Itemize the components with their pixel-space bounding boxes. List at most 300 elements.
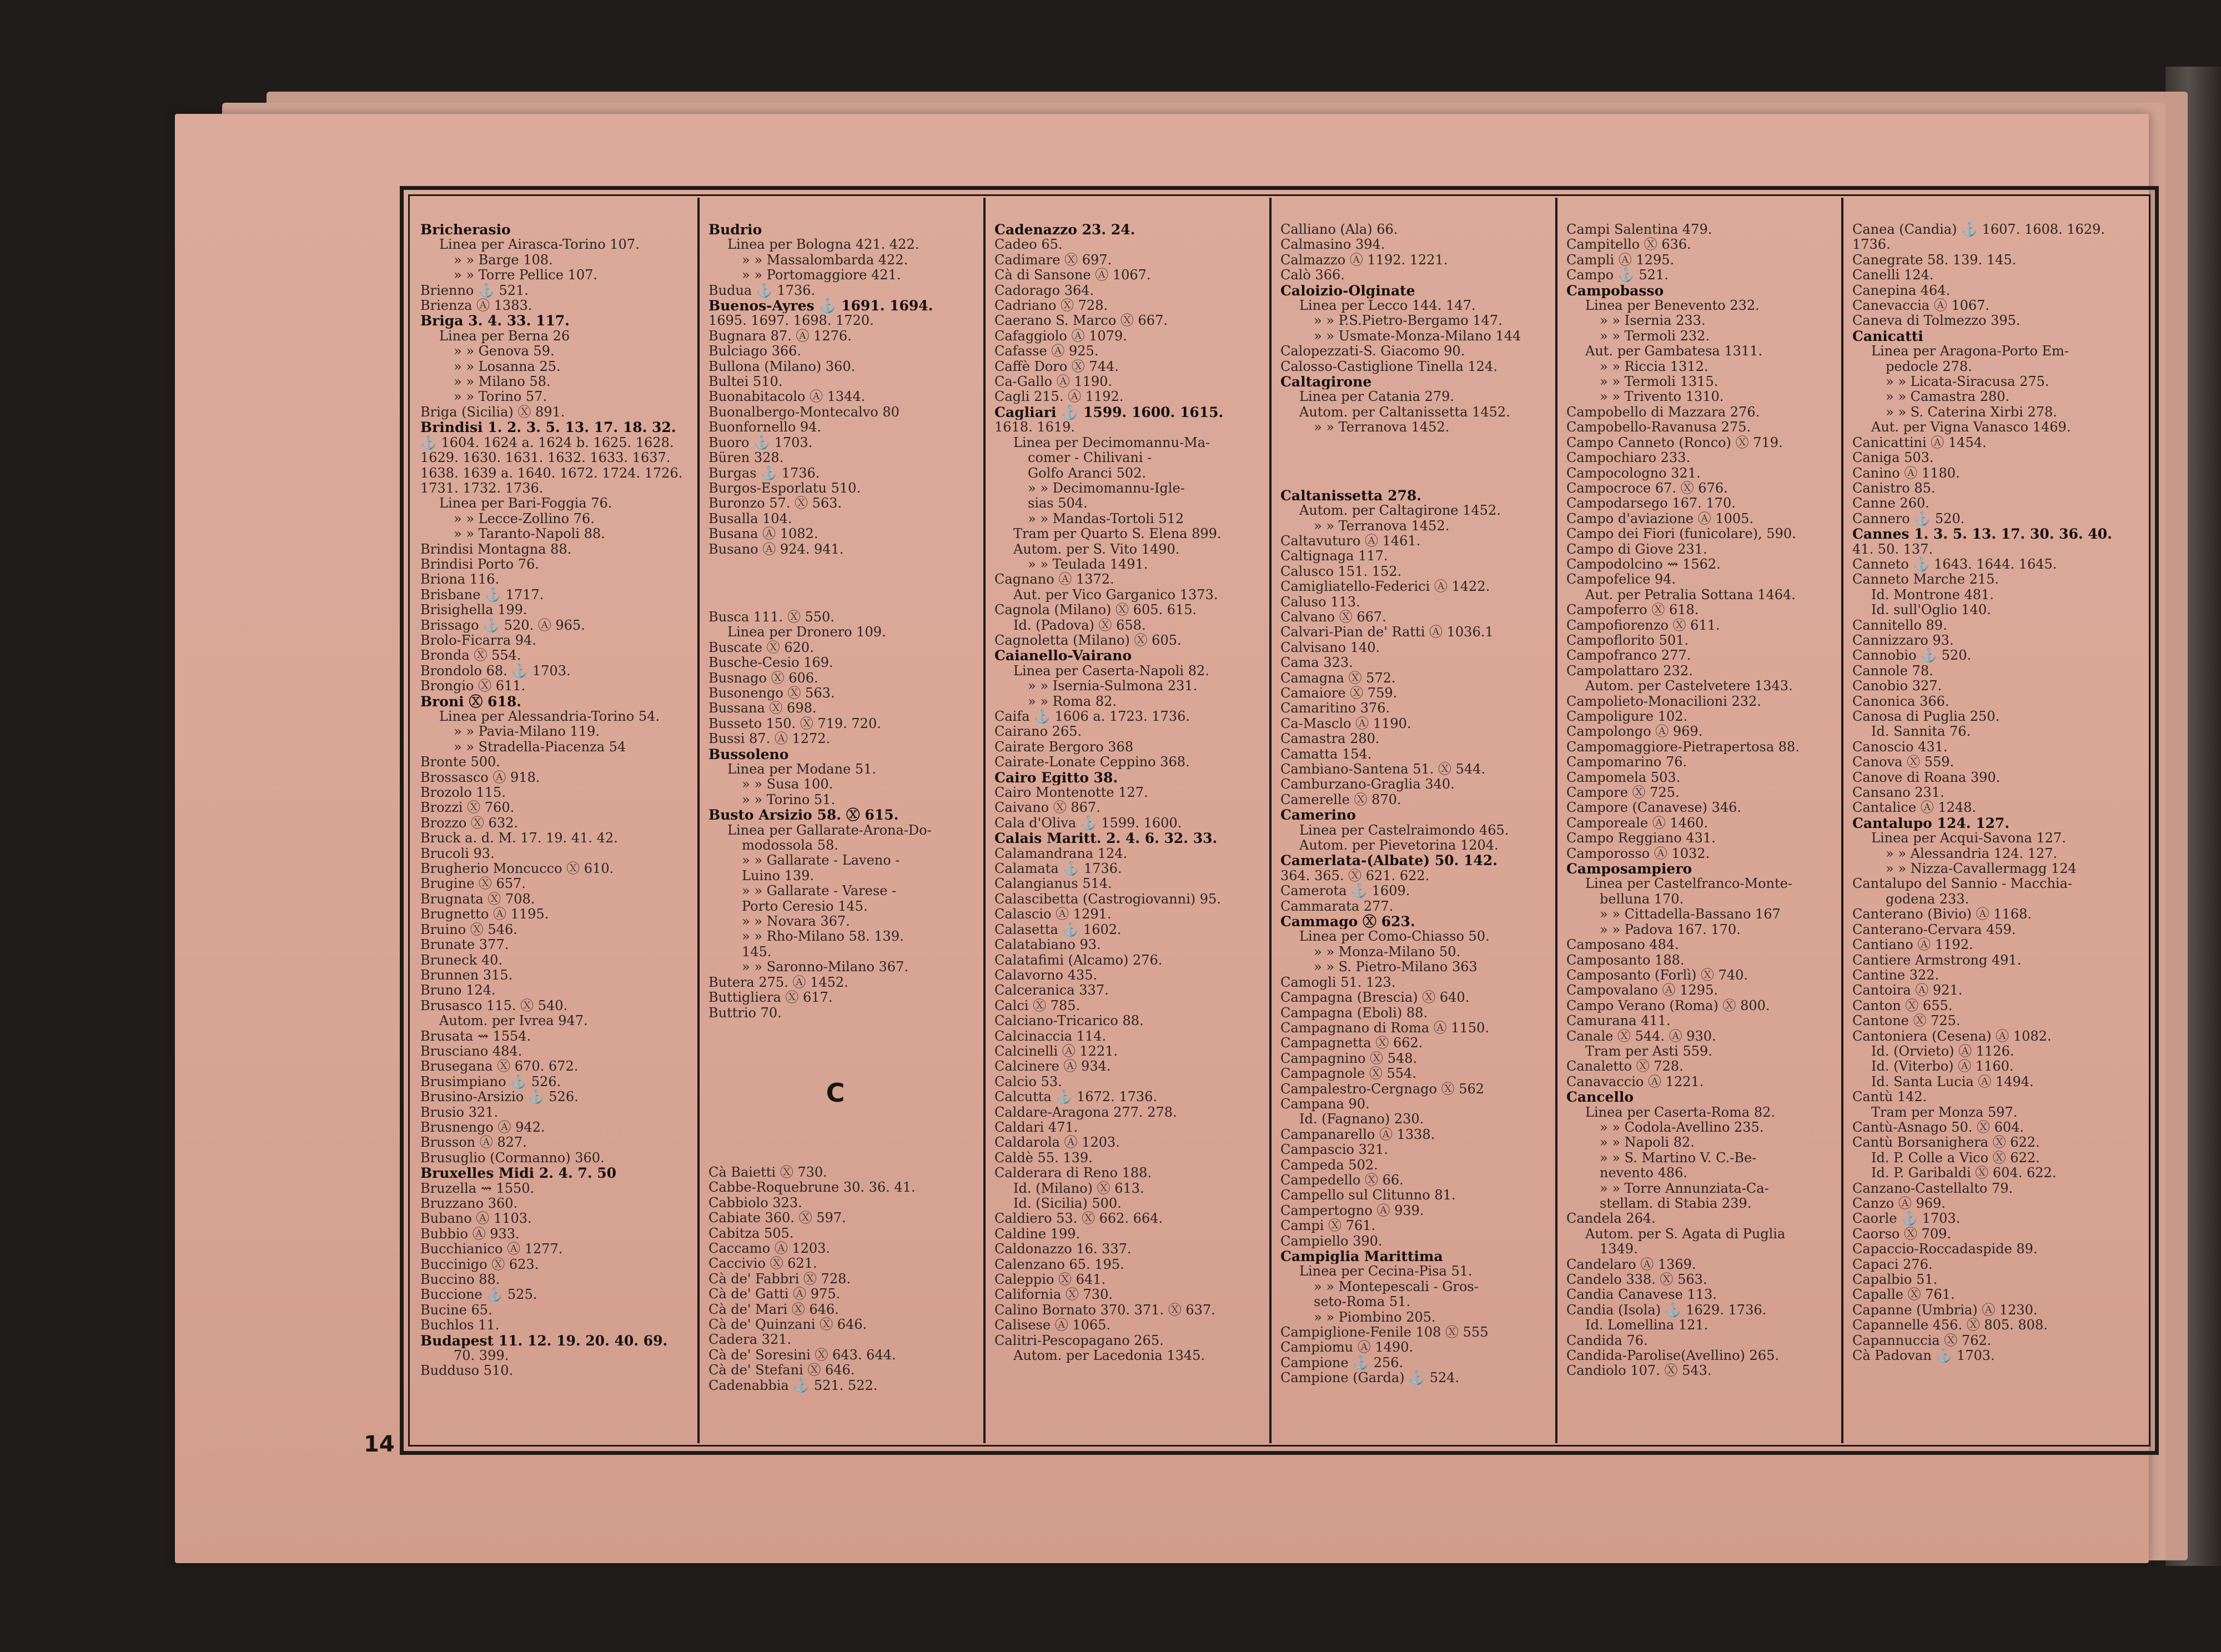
page-number: 14	[364, 1432, 395, 1457]
index-entry-line: Busalla 104.	[708, 511, 792, 526]
index-entry-line: Cabitza 505.	[708, 1226, 794, 1241]
index-entry-line: Cama 323.	[1280, 655, 1353, 671]
index-entry-line: Brozzo Ⓧ 632.	[420, 815, 518, 831]
index-entry-line: Brossasco Ⓐ 918.	[420, 770, 540, 785]
index-entry-line: Aut. per Petralia Sottana 1464.	[1585, 587, 1796, 602]
index-entry-line: Camerelle Ⓧ 870.	[1280, 792, 1401, 807]
index-entry-line: Brugine Ⓧ 657.	[420, 876, 526, 892]
index-entry-line: Calceranica 337.	[994, 983, 1109, 998]
index-entry-line: Canoscio 431.	[1852, 739, 1948, 755]
index-column-3	[983, 198, 1264, 1443]
index-entry-line: Campomaggiore-Pietrapertosa 88.	[1566, 739, 1800, 755]
index-entry-line: Capannelle 456. Ⓧ 805. 808.	[1852, 1318, 2048, 1333]
index-entry-heading: Bussoleno	[708, 746, 789, 762]
index-entry-line: Campofiorenzo Ⓧ 611.	[1566, 617, 1720, 633]
index-entry-line: Bruzzano 360.	[420, 1196, 518, 1211]
index-entry-heading: Briga 3. 4. 33. 117.	[420, 313, 570, 329]
index-entry-line: Campofranco 277.	[1566, 648, 1691, 664]
index-entry-line: Busseto 150. Ⓧ 719. 720.	[708, 716, 881, 731]
index-entry-line: Brunate 377.	[420, 937, 509, 953]
index-entry-line: Campolattaro 232.	[1566, 663, 1693, 679]
index-entry-line: Cadriano Ⓧ 728.	[994, 298, 1108, 314]
index-entry-line: Cafasse Ⓐ 925.	[994, 344, 1099, 359]
index-entry-line: Bruino Ⓧ 546.	[420, 922, 517, 937]
index-entry-line: Campione ⚓ 256.	[1280, 1355, 1404, 1370]
index-entry-line: Brindisi Montagna 88.	[420, 541, 572, 557]
index-entry-line: Cantoira Ⓐ 921.	[1852, 983, 1963, 998]
index-entry-line: Campovalano Ⓐ 1295.	[1566, 983, 1718, 998]
index-entry-line: Campodarsego 167. 170.	[1566, 496, 1736, 511]
index-entry-line: Camaritino 376.	[1280, 701, 1390, 716]
index-entry-line: Busca 111. Ⓧ 550.	[708, 609, 835, 625]
index-entry-line: Caldè 55. 139.	[994, 1150, 1093, 1166]
index-entry-line: » » Gallarate - Laveno -	[742, 853, 900, 868]
index-entry-heading: Camerlata-(Albate) 50. 142.	[1280, 853, 1498, 868]
index-entry-line: » » S. Caterina Xirbi 278.	[1886, 404, 2057, 420]
index-entry-heading: Caloizio-Olginate	[1280, 283, 1415, 299]
index-entry-line: Id. (Viterbo) Ⓐ 1160.	[1871, 1059, 2014, 1074]
index-entry-line: Tram per Asti 559.	[1585, 1043, 1712, 1059]
index-entry-line: Camatta 154.	[1280, 746, 1372, 762]
index-entry-line: Calderara di Reno 188.	[994, 1166, 1152, 1181]
index-entry-line: » » Taranto-Napoli 88.	[454, 526, 605, 542]
index-entry-line: Campodolcino ⇝ 1562.	[1566, 556, 1721, 572]
index-entry-line: Capalbio 51.	[1852, 1272, 1938, 1288]
index-entry-line: Campobello-Ravanusa 275.	[1566, 420, 1751, 435]
index-entry-line: Autom. per S. Agata di Puglia	[1585, 1226, 1786, 1242]
index-entry-line: Cantiano Ⓐ 1192.	[1852, 937, 1973, 953]
index-entry-line: Campo dei Fiori (funicolare), 590.	[1566, 526, 1796, 542]
index-entry-line: Cà de' Stefani Ⓧ 646.	[708, 1363, 855, 1378]
index-entry-line: Calatabiano 93.	[994, 937, 1101, 953]
index-entry-line: Campobello di Mazzara 276.	[1566, 404, 1760, 420]
index-entry-line: 364. 365. Ⓧ 621. 622.	[1280, 868, 1430, 883]
index-entry-line: Cannobio ⚓ 520.	[1852, 648, 1972, 664]
index-entry-line: Porto Ceresio 145.	[742, 898, 868, 914]
index-entry-line: Linea per Caserta-Roma 82.	[1585, 1104, 1775, 1120]
index-entry-line: Autom. per Lacedonia 1345.	[1013, 1348, 1205, 1364]
index-entry-line: Canea (Candia) ⚓ 1607. 1608. 1629.	[1852, 222, 2105, 237]
index-entry-line: Butera 275. Ⓐ 1452.	[708, 975, 848, 990]
index-entry-line: Bruzella ⇝ 1550.	[420, 1181, 535, 1196]
index-entry-line: Brusnengo Ⓐ 942.	[420, 1119, 545, 1135]
index-entry-line: Brugnata Ⓧ 708.	[420, 891, 535, 907]
index-entry-line: Camposano 484.	[1566, 937, 1679, 953]
index-entry-line: » » Susa 100.	[742, 777, 833, 792]
index-entry-line: Canevaccia Ⓐ 1067.	[1852, 298, 1990, 314]
index-entry-line: Brunnen 315.	[420, 967, 513, 983]
index-entry-line: Camogli 51. 123.	[1280, 975, 1396, 990]
index-entry-line: » » Termoli 1315.	[1600, 374, 1718, 390]
index-entry-line: Buccinigo Ⓧ 623.	[420, 1257, 539, 1272]
index-entry-line: Camporosso Ⓐ 1032.	[1566, 846, 1710, 861]
index-entry-line: Brissago ⚓ 520. Ⓐ 965.	[420, 617, 585, 633]
index-entry-line: Camporeale Ⓐ 1460.	[1566, 815, 1709, 831]
index-entry-line: Candiolo 107. Ⓧ 543.	[1566, 1363, 1712, 1379]
index-entry-line: Bruneck 40.	[420, 952, 503, 968]
index-entry-line: Autom. per Caltagirone 1452.	[1299, 503, 1501, 519]
index-entry-line: » » Termoli 232.	[1600, 328, 1710, 344]
index-entry-line: Linea per Berna 26	[439, 328, 570, 344]
index-entry-line: Id. sull'Oglio 140.	[1871, 602, 1991, 618]
index-entry-line: Canzano-Castellalto 79.	[1852, 1181, 2013, 1196]
index-entry-line: Caldari 471.	[994, 1119, 1078, 1135]
index-entry-line: Candida-Parolise(Avellino) 265.	[1566, 1348, 1779, 1364]
index-entry-line: Budduso 510.	[420, 1363, 514, 1379]
index-entry-heading: Cadenazzo 23. 24.	[994, 222, 1135, 238]
index-column-1	[411, 198, 692, 1443]
index-entry-line: Caneva di Tolmezzo 395.	[1852, 313, 2021, 329]
column-gap	[708, 1112, 973, 1165]
index-entry-line: Brusata ⇝ 1554.	[420, 1028, 531, 1044]
index-entry-line: Calvano Ⓧ 667.	[1280, 609, 1386, 625]
index-entry-line: Caerano S. Marco Ⓧ 667.	[994, 313, 1168, 329]
index-entry-line: Id. (Orvieto) Ⓐ 1126.	[1871, 1043, 2014, 1059]
index-entry-line: » » Novara 367.	[742, 914, 850, 930]
index-entry-line: Burgas ⚓ 1736.	[708, 465, 820, 481]
index-entry-line: Camerota ⚓ 1609.	[1280, 883, 1410, 899]
index-entry-line: Cansano 231.	[1852, 785, 1944, 801]
index-entry-line: Cambiano-Santena 51. Ⓧ 544.	[1280, 762, 1486, 777]
index-entry-heading: Cairo Egitto 38.	[994, 770, 1118, 786]
index-entry-line: Canosa di Puglia 250.	[1852, 709, 2000, 724]
index-entry-line: Luino 139.	[742, 868, 815, 883]
index-entry-line: Calascibetta (Castrogiovanni) 95.	[994, 891, 1221, 907]
index-entry-heading: Caltagirone	[1280, 374, 1372, 390]
index-entry-line: Cà de' Mari Ⓧ 646.	[708, 1302, 839, 1317]
index-entry-line: » » Pavia-Milano 119.	[454, 724, 600, 740]
index-entry-line: » » Nizza-Cavallermagg 124	[1886, 861, 2077, 877]
index-entry-line: Canale Ⓧ 544. Ⓐ 930.	[1566, 1028, 1716, 1044]
index-entry-line: Cammarata 277.	[1280, 898, 1394, 914]
index-entry-line: 1736.	[1852, 237, 1891, 253]
index-entry-line: Campalestro-Cergnago Ⓧ 562	[1280, 1081, 1485, 1097]
index-entry-line: Caluso 113.	[1280, 594, 1360, 610]
index-entry-line: 70. 399.	[454, 1348, 509, 1364]
index-entry-line: Buonalbergo-Montecalvo 80	[708, 404, 900, 420]
index-entry-heading: Brindisi 1. 2. 3. 5. 13. 17. 18. 32.	[420, 420, 676, 435]
index-entry-line: Cannole 78.	[1852, 663, 1933, 679]
index-entry-line: Cannizzaro 93.	[1852, 632, 1954, 648]
index-entry-line: Calusco 151. 152.	[1280, 564, 1402, 579]
index-entry-line: Campeda 502.	[1280, 1157, 1378, 1173]
index-entry-line: Camburzano-Graglia 340.	[1280, 777, 1455, 792]
index-entry-line: Campagna (Brescia) Ⓧ 640.	[1280, 990, 1470, 1006]
index-entry-line: Cà de' Fabbri Ⓧ 728.	[708, 1271, 851, 1287]
index-entry-line: Autom. per Castelvetere 1343.	[1585, 679, 1793, 694]
index-entry-line: pedocle 278.	[1886, 359, 1972, 374]
index-entry-line: Linea per Bologna 421. 422.	[727, 237, 919, 253]
index-entry-line: Golfo Aranci 502.	[1028, 465, 1147, 481]
index-entry-line: 1629. 1630. 1631. 1632. 1633. 1637.	[420, 450, 671, 466]
index-entry-line: nevento 486.	[1600, 1166, 1688, 1181]
index-entry-line: Linea per Como-Chiasso 50.	[1299, 929, 1490, 945]
index-entry-line: Busonengo Ⓧ 563.	[708, 685, 835, 701]
index-entry-line: Busche-Cesio 169.	[708, 655, 833, 671]
index-entry-line: Canobio 327.	[1852, 679, 1942, 694]
index-entry-line: Id. Sannita 76.	[1871, 724, 1971, 740]
index-entry-line: Capannuccia Ⓧ 762.	[1852, 1333, 1992, 1348]
index-entry-line: » » Genova 59.	[454, 344, 555, 359]
index-entry-line: » » S. Pietro-Milano 363	[1314, 960, 1478, 975]
index-entry-line: Aut. per Vigna Vanasco 1469.	[1871, 420, 2071, 435]
index-entry-line: Campofelice 94.	[1566, 572, 1676, 588]
index-entry-heading: Canicatti	[1852, 328, 1923, 344]
index-entry-line: Buccino 88.	[420, 1272, 500, 1288]
index-entry-line: Buttigliera Ⓧ 617.	[708, 990, 833, 1006]
index-entry-line: Campione (Garda) ⚓ 524.	[1280, 1370, 1460, 1386]
index-entry-line: » » Licata-Siracusa 275.	[1886, 374, 2049, 390]
index-entry-line: » » Alessandria 124. 127.	[1886, 846, 2058, 861]
index-entry-heading: Cagliari ⚓ 1599. 1600. 1615.	[994, 404, 1224, 420]
index-entry-line: Bullona (Milano) 360.	[708, 359, 856, 374]
index-entry-line: Calopezzati-S. Giacomo 90.	[1280, 344, 1465, 359]
index-entry-line: Calvisano 140.	[1280, 640, 1380, 655]
index-entry-line: Camagna Ⓧ 572.	[1280, 670, 1396, 686]
index-entry-line: California Ⓧ 730.	[994, 1287, 1113, 1303]
index-entry-line: Cadeo 65.	[994, 237, 1063, 253]
index-entry-line: Camposanto 188.	[1566, 952, 1685, 968]
index-entry-line: Brusasco 115. Ⓧ 540.	[420, 998, 568, 1013]
index-entry-line: Canneto ⚓ 1643. 1644. 1645.	[1852, 556, 2057, 572]
index-entry-line: Cà de' Soresini Ⓧ 643. 644.	[708, 1347, 896, 1363]
index-entry-line: » » Lecce-Zollino 76.	[454, 511, 595, 526]
index-entry-line: Linea per Castelfranco-Monte-	[1585, 876, 1792, 892]
index-entry-line: Canterano (Bivio) Ⓐ 1168.	[1852, 907, 2032, 922]
index-entry-line: Cà di Sansone Ⓐ 1067.	[994, 268, 1151, 283]
index-entry-line: Caltavuturo Ⓐ 1461.	[1280, 533, 1421, 549]
index-entry-line: Cantine 322.	[1852, 967, 1939, 983]
index-entry-line: Capanne (Umbria) Ⓐ 1230.	[1852, 1302, 2038, 1318]
index-entry-line: Calmasino 394.	[1280, 237, 1385, 253]
index-entry-line: Canepina 464.	[1852, 283, 1951, 298]
index-entry-line: Linea per Dronero 109.	[727, 625, 886, 640]
index-entry-line: Campo Verano (Roma) Ⓧ 800.	[1566, 998, 1770, 1013]
index-entry-line: Cairo Montenotte 127.	[994, 785, 1148, 801]
index-entry-line: Cadenabbia ⚓ 521. 522.	[708, 1378, 878, 1393]
index-entry-line: » » Piombino 205.	[1314, 1309, 1436, 1325]
index-entry-line: Caldonazzo 16. 337.	[994, 1242, 1132, 1257]
index-entry-line: Calitri-Pescopagano 265.	[994, 1333, 1164, 1348]
index-entry-line: ⚓ 1604. 1624 a. 1624 b. 1625. 1628.	[420, 435, 674, 450]
index-entry-line: 1638. 1639 a. 1640. 1672. 1724. 1726.	[420, 465, 683, 481]
index-entry-line: Cairate-Lonate Ceppino 368.	[994, 755, 1190, 770]
index-entry-line: 1349.	[1600, 1242, 1638, 1257]
index-entry-line: modossola 58.	[742, 838, 838, 853]
index-entry-line: Campo Reggiano 431.	[1566, 831, 1716, 846]
index-entry-heading: Camposampiero	[1566, 861, 1692, 877]
index-entry-line: » » Codola-Avellino 235.	[1600, 1119, 1764, 1135]
index-frame	[400, 186, 2159, 1455]
index-entry-line: Brusciano 484.	[420, 1043, 522, 1059]
index-entry-line: Candelo 338. Ⓧ 563.	[1566, 1272, 1707, 1288]
index-entry-line: Bruno 124.	[420, 983, 496, 998]
index-entry-line: Canneto Marche 215.	[1852, 572, 1999, 588]
index-entry-line: 1695. 1697. 1698. 1720.	[708, 313, 874, 329]
index-entry-line: Linea per Alessandria-Torino 54.	[439, 709, 660, 724]
index-entry-line: Bubbio Ⓐ 933.	[420, 1226, 520, 1242]
index-entry-heading: Caianello-Vairano	[994, 648, 1132, 664]
index-entry-line: » » Trivento 1310.	[1600, 389, 1724, 405]
index-entry-line: Cantiere Armstrong 491.	[1852, 952, 2022, 968]
index-entry-line: Id. (Padova) Ⓧ 658.	[1013, 617, 1146, 633]
index-entry-line: » » Massalombarda 422.	[742, 252, 908, 268]
index-entry-line: Calascio Ⓐ 1291.	[994, 907, 1112, 922]
index-entry-line: » » Cittadella-Bassano 167	[1600, 907, 1781, 922]
index-entry-line: Canavaccio Ⓐ 1221.	[1566, 1074, 1704, 1089]
index-entry-line: Id. Santa Lucia Ⓐ 1494.	[1871, 1074, 2034, 1089]
index-entry-line: Caniga 503.	[1852, 450, 1934, 466]
index-entry-line: Caorle ⚓ 1703.	[1852, 1211, 1961, 1227]
index-entry-line: » » Stradella-Piacenza 54	[454, 739, 626, 755]
index-columns	[411, 198, 2147, 1443]
index-entry-line: Aut. per Gambatesa 1311.	[1585, 344, 1763, 359]
index-entry-heading: Cammago Ⓧ 623.	[1280, 914, 1415, 930]
index-entry-line: Buronzo 57. Ⓧ 563.	[708, 496, 842, 511]
index-entry-line: Aut. per Vico Garganico 1373.	[1013, 587, 1218, 602]
index-entry-line: Bruck a. d. M. 17. 19. 41. 42.	[420, 831, 618, 846]
index-entry-line: Autom. per S. Vito 1490.	[1013, 541, 1180, 557]
index-entry-line: Campomela 503.	[1566, 770, 1681, 785]
index-entry-line: Campedello Ⓧ 66.	[1280, 1172, 1404, 1188]
index-entry-line: Capaccio-Roccadaspide 89.	[1852, 1242, 2038, 1257]
index-entry-line: Campiglione-Fenile 108 Ⓧ 555	[1280, 1325, 1489, 1340]
index-entry-line: Autom. per Caltanissetta 1452.	[1299, 404, 1510, 420]
index-entry-line: Linea per Cecina-Pisa 51.	[1299, 1264, 1473, 1279]
section-letter: C	[826, 1077, 845, 1108]
index-entry-line: Briona 116.	[420, 572, 500, 588]
index-entry-line: Calisese Ⓐ 1065.	[994, 1318, 1111, 1333]
index-entry-line: Campagnino Ⓧ 548.	[1280, 1051, 1418, 1066]
index-entry-line: Cà de' Quinzani Ⓧ 646.	[708, 1317, 867, 1332]
index-entry-line: Id. (Milano) Ⓧ 613.	[1013, 1181, 1144, 1196]
index-entry-line: Cantù 142.	[1852, 1089, 1927, 1105]
index-entry-line: Id. P. Colle a Vico Ⓧ 622.	[1871, 1150, 2040, 1166]
index-entry-line: 41. 50. 137.	[1852, 541, 1933, 557]
index-entry-line: Campitello Ⓧ 636.	[1566, 237, 1691, 253]
index-entry-line: Busana Ⓐ 1082.	[708, 526, 818, 542]
index-entry-line: Calcinelli Ⓐ 1221.	[994, 1043, 1118, 1059]
index-entry-heading: Camerino	[1280, 807, 1356, 823]
index-column-6	[1841, 198, 2145, 1443]
index-entry-line: Caltignaga 117.	[1280, 549, 1388, 564]
index-entry-line: Linea per Benevento 232.	[1585, 298, 1760, 314]
index-entry-line: Campomarino 76.	[1566, 755, 1687, 770]
index-entry-line: Campagna (Eboli) 88.	[1280, 1005, 1428, 1021]
index-entry-line: Campi Ⓧ 761.	[1280, 1218, 1376, 1234]
index-entry-heading: Campiglia Marittima	[1280, 1249, 1443, 1264]
index-entry-line: Autom. per Ivrea 947.	[439, 1013, 588, 1029]
index-entry-line: Campagnetta Ⓧ 662.	[1280, 1036, 1423, 1051]
index-entry-line: Cadera 321.	[708, 1332, 792, 1348]
index-entry-line: Campertogno Ⓐ 939.	[1280, 1203, 1424, 1218]
index-entry-line: Bronda Ⓧ 554.	[420, 648, 521, 664]
index-entry-line: Capalle Ⓧ 761.	[1852, 1287, 1955, 1303]
index-entry-line: stellam. di Stabia 239.	[1600, 1196, 1752, 1211]
index-entry-heading: Cancello	[1566, 1089, 1634, 1105]
index-entry-line: Tram per Monza 597.	[1871, 1104, 2018, 1120]
index-entry-line: Ca-Gallo Ⓐ 1190.	[994, 374, 1113, 390]
index-entry-heading: Cantalupo 124. 127.	[1852, 815, 2010, 831]
index-entry-line: Cagnano Ⓐ 1372.	[994, 572, 1114, 588]
index-entry-line: Brisighella 199.	[420, 602, 527, 618]
index-entry-line: Brusino-Arsizio ⚓ 526.	[420, 1089, 579, 1105]
index-entry-line: Camastra 280.	[1280, 731, 1380, 747]
index-entry-line: » » Barge 108.	[454, 252, 553, 268]
index-entry-line: Brusegana Ⓧ 670. 672.	[420, 1059, 579, 1074]
index-entry-line: Buttrio 70.	[708, 1005, 782, 1021]
index-entry-line: Id. (Fagnano) 230.	[1299, 1112, 1424, 1127]
index-entry-line: Bronte 500.	[420, 755, 500, 770]
index-entry-line: Calcio 53.	[994, 1074, 1062, 1089]
index-entry-line: Cantù-Asnago 50. Ⓧ 604.	[1852, 1119, 2024, 1135]
index-entry-line: Ca-Masclo Ⓐ 1190.	[1280, 716, 1411, 731]
index-entry-line: Campiomu Ⓐ 1490.	[1280, 1340, 1414, 1355]
index-entry-line: Brienza Ⓐ 1383.	[420, 298, 532, 314]
index-entry-line: seto-Roma 51.	[1314, 1294, 1411, 1310]
index-entry-line: Campi Salentina 479.	[1566, 222, 1712, 237]
index-entry-line: Cà Padovan ⚓ 1703.	[1852, 1348, 1995, 1364]
index-entry-line: Brisbane ⚓ 1717.	[420, 587, 544, 602]
index-entry-line: Calò 366.	[1280, 268, 1345, 283]
index-entry-line: Canterano-Cervara 459.	[1852, 922, 2016, 937]
index-entry-line: Cantoniera (Cesena) Ⓐ 1082.	[1852, 1028, 2052, 1044]
index-entry-line: Linea per Airasca-Torino 107.	[439, 237, 640, 253]
index-entry-line: godena 233.	[1886, 891, 1969, 907]
index-entry-line: Brienno ⚓ 521.	[420, 283, 529, 298]
index-entry-line: » » Padova 167. 170.	[1600, 922, 1741, 937]
index-entry-line: Caleppio Ⓧ 641.	[994, 1272, 1106, 1288]
index-entry-line: Campoferro Ⓧ 618.	[1566, 602, 1699, 618]
index-entry-line: Linea per Bari-Foggia 76.	[439, 496, 612, 511]
index-entry-line: Cantalupo del Sannio - Macchia-	[1852, 876, 2072, 892]
column-gap	[1280, 435, 1545, 488]
index-entry-line: Cantone Ⓧ 725.	[1852, 1013, 1961, 1029]
index-entry-line: Calcinaccia 114.	[994, 1028, 1107, 1044]
index-entry-line: belluna 170.	[1600, 891, 1684, 907]
index-entry-line: Campiello 390.	[1280, 1233, 1383, 1249]
index-column-4	[1269, 198, 1550, 1443]
index-entry-line: Id. P. Garibaldi Ⓧ 604. 622.	[1871, 1166, 2057, 1181]
index-entry-line: Calino Bornato 370. 371. Ⓧ 637.	[994, 1302, 1215, 1318]
index-entry-line: » » Rho-Milano 58. 139.	[742, 929, 904, 945]
index-entry-line: 145.	[742, 944, 772, 960]
index-entry-line: Bucchianico Ⓐ 1277.	[420, 1242, 563, 1257]
index-entry-line: Linea per Modane 51.	[727, 762, 877, 777]
index-entry-heading: Budapest 11. 12. 19. 20. 40. 69.	[420, 1333, 668, 1349]
index-entry-line: » » Decimomannu-Igle-	[1028, 480, 1185, 496]
index-entry-line: Calenzano 65. 195.	[994, 1257, 1124, 1272]
index-entry-line: Canegrate 58. 139. 145.	[1852, 252, 2017, 268]
index-entry-line: Cairate Bergoro 368	[994, 739, 1134, 755]
index-entry-line: Campoligure 102.	[1566, 709, 1688, 724]
index-entry-line: Linea per Decimomannu-Ma-	[1013, 435, 1210, 450]
index-entry-line: 1731. 1732. 1736.	[420, 480, 544, 496]
index-entry-line: Brindisi Porto 76.	[420, 556, 539, 572]
index-entry-line: Cafaggiolo Ⓐ 1079.	[994, 328, 1127, 344]
index-entry-line: Tram per Quarto S. Elena 899.	[1013, 526, 1222, 542]
index-entry-line: » » Torre Annunziata-Ca-	[1600, 1181, 1769, 1196]
index-entry-line: Campagnano di Roma Ⓐ 1150.	[1280, 1020, 1489, 1036]
index-entry-line: » » S. Martino V. C.-Be-	[1600, 1150, 1757, 1166]
index-entry-line: » » Roma 82.	[1028, 694, 1117, 709]
index-entry-line: » » Terranova 1452.	[1314, 420, 1450, 435]
column-gap	[708, 557, 973, 610]
index-entry-line: Calamandrana 124.	[994, 846, 1128, 861]
index-entry-line: Caffè Doro Ⓧ 744.	[994, 359, 1119, 374]
index-entry-line: » » Monza-Milano 50.	[1314, 944, 1461, 960]
index-entry-line: Linea per Caserta-Napoli 82.	[1013, 663, 1209, 679]
